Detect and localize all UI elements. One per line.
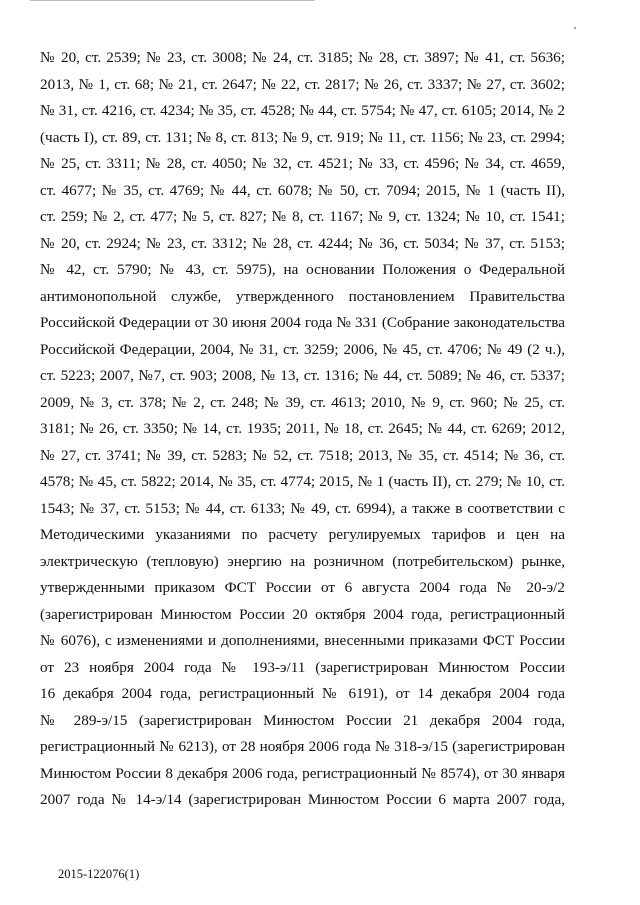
text-line: утвержденными приказом ФСТ России от 6 августа 2004 года № 20-э/2 <box>40 579 565 596</box>
text-line: Российской Федерации, 2004, № 31, ст. 3259; 2006, № 45, ст. 4706; № 49 (2 ч.), <box>40 340 565 358</box>
text-line: (часть I), ст. 89, ст. 131; № 8, ст. 813; № 9, ст. 919; № 11, ст. 1156; № 23, ст. 2994; <box>40 128 565 146</box>
text-line: от 23 ноября 2004 года № 193-э/11 (зарегистрирован Минюстом России <box>40 658 565 676</box>
scan-speck <box>574 27 576 29</box>
text-line: ст. 5223; 2007, №7, ст. 903; 2008, № 13, ст. 1316; № 44, ст. 5089; № 46, ст. 5337; <box>40 367 565 384</box>
text-line: 1543; № 37, ст. 5153; № 44, ст. 6133; № 49, ст. 6994), а также в соответствии с <box>40 499 565 517</box>
text-line: антимонопольной службе, утвержденного постановлением Правительства <box>40 287 565 305</box>
text-line: (зарегистрирован Минюстом России 20 октября 2004 года, регистрационный <box>40 605 565 623</box>
text-line: Методическими указаниями по расчету регулируемых тарифов и цен на <box>40 526 565 543</box>
text-line: 2007 года № 14-э/14 (зарегистрирован Минюстом России 6 марта 2007 года, <box>40 791 565 808</box>
text-line: № 27, ст. 3741; № 39, ст. 5283; № 52, ст. 7518; 2013, № 35, ст. 4514; № 36, ст. <box>40 446 565 464</box>
text-line: Минюстом России 8 декабря 2006 года, регистрационный № 8574), от 30 января <box>40 764 565 782</box>
text-line: электрическую (тепловую) энергию на розничном (потребительском) рынке, <box>40 552 565 570</box>
text-line: Российской Федерации от 30 июня 2004 года № 331 (Собрание законодательства <box>40 314 565 331</box>
text-line: № 31, ст. 4216, ст. 4234; № 35, ст. 4528; № 44, ст. 5754; № 47, ст. 6105; 2014, № 2 <box>40 102 565 119</box>
text-line: 16 декабря 2004 года, регистрационный № 6191), от 14 декабря 2004 года <box>40 685 565 702</box>
text-line: регистрационный № 6213), от 28 ноября 2006 года № 318-э/15 (зарегистрирован <box>40 738 565 755</box>
text-line: № 25, ст. 3311; № 28, ст. 4050; № 32, ст. 4521; № 33, ст. 4596; № 34, ст. 4659, <box>40 155 565 172</box>
text-line: ст. 4677; № 35, ст. 4769; № 44, ст. 6078; № 50, ст. 7094; 2015, № 1 (часть II), <box>40 181 565 199</box>
page-top-rule <box>30 0 315 1</box>
text-line: 2013, № 1, ст. 68; № 21, ст. 2647; № 22, ст. 2817; № 26, ст. 3337; № 27, ст. 3602; <box>40 75 565 93</box>
text-line: № 6076), с изменениями и дополнениями, внесенными приказами ФСТ России <box>40 632 565 649</box>
document-code: 2015-122076(1) <box>58 867 140 881</box>
text-line: № 20, ст. 2924; № 23, ст. 3312; № 28, ст. 4244; № 36, ст. 5034; № 37, ст. 5153; <box>40 234 565 252</box>
text-line: № 289-э/15 (зарегистрирован Минюстом России 21 декабря 2004 года, <box>40 711 565 729</box>
text-line: ст. 259; № 2, ст. 477; № 5, ст. 827; № 8, ст. 1167; № 9, ст. 1324; № 10, ст. 1541; <box>40 208 565 225</box>
text-line: 3181; № 26, ст. 3350; № 14, ст. 1935; 2011, № 18, ст. 2645; № 44, ст. 6269; 2012, <box>40 420 565 437</box>
document-body <box>40 45 565 814</box>
text-line: № 42, ст. 5790; № 43, ст. 5975), на основании Положения о Федеральной <box>40 261 565 278</box>
text-line: № 20, ст. 2539; № 23, ст. 3008; № 24, ст. 3185; № 28, ст. 3897; № 41, ст. 5636; <box>40 49 565 66</box>
text-line: 4578; № 45, ст. 5822; 2014, № 35, ст. 4774; 2015, № 1 (часть II), ст. 279; № 10, ст. <box>40 473 565 490</box>
text-line: 2009, № 3, ст. 378; № 2, ст. 248; № 39, ст. 4613; 2010, № 9, ст. 960; № 25, ст. <box>40 393 565 411</box>
